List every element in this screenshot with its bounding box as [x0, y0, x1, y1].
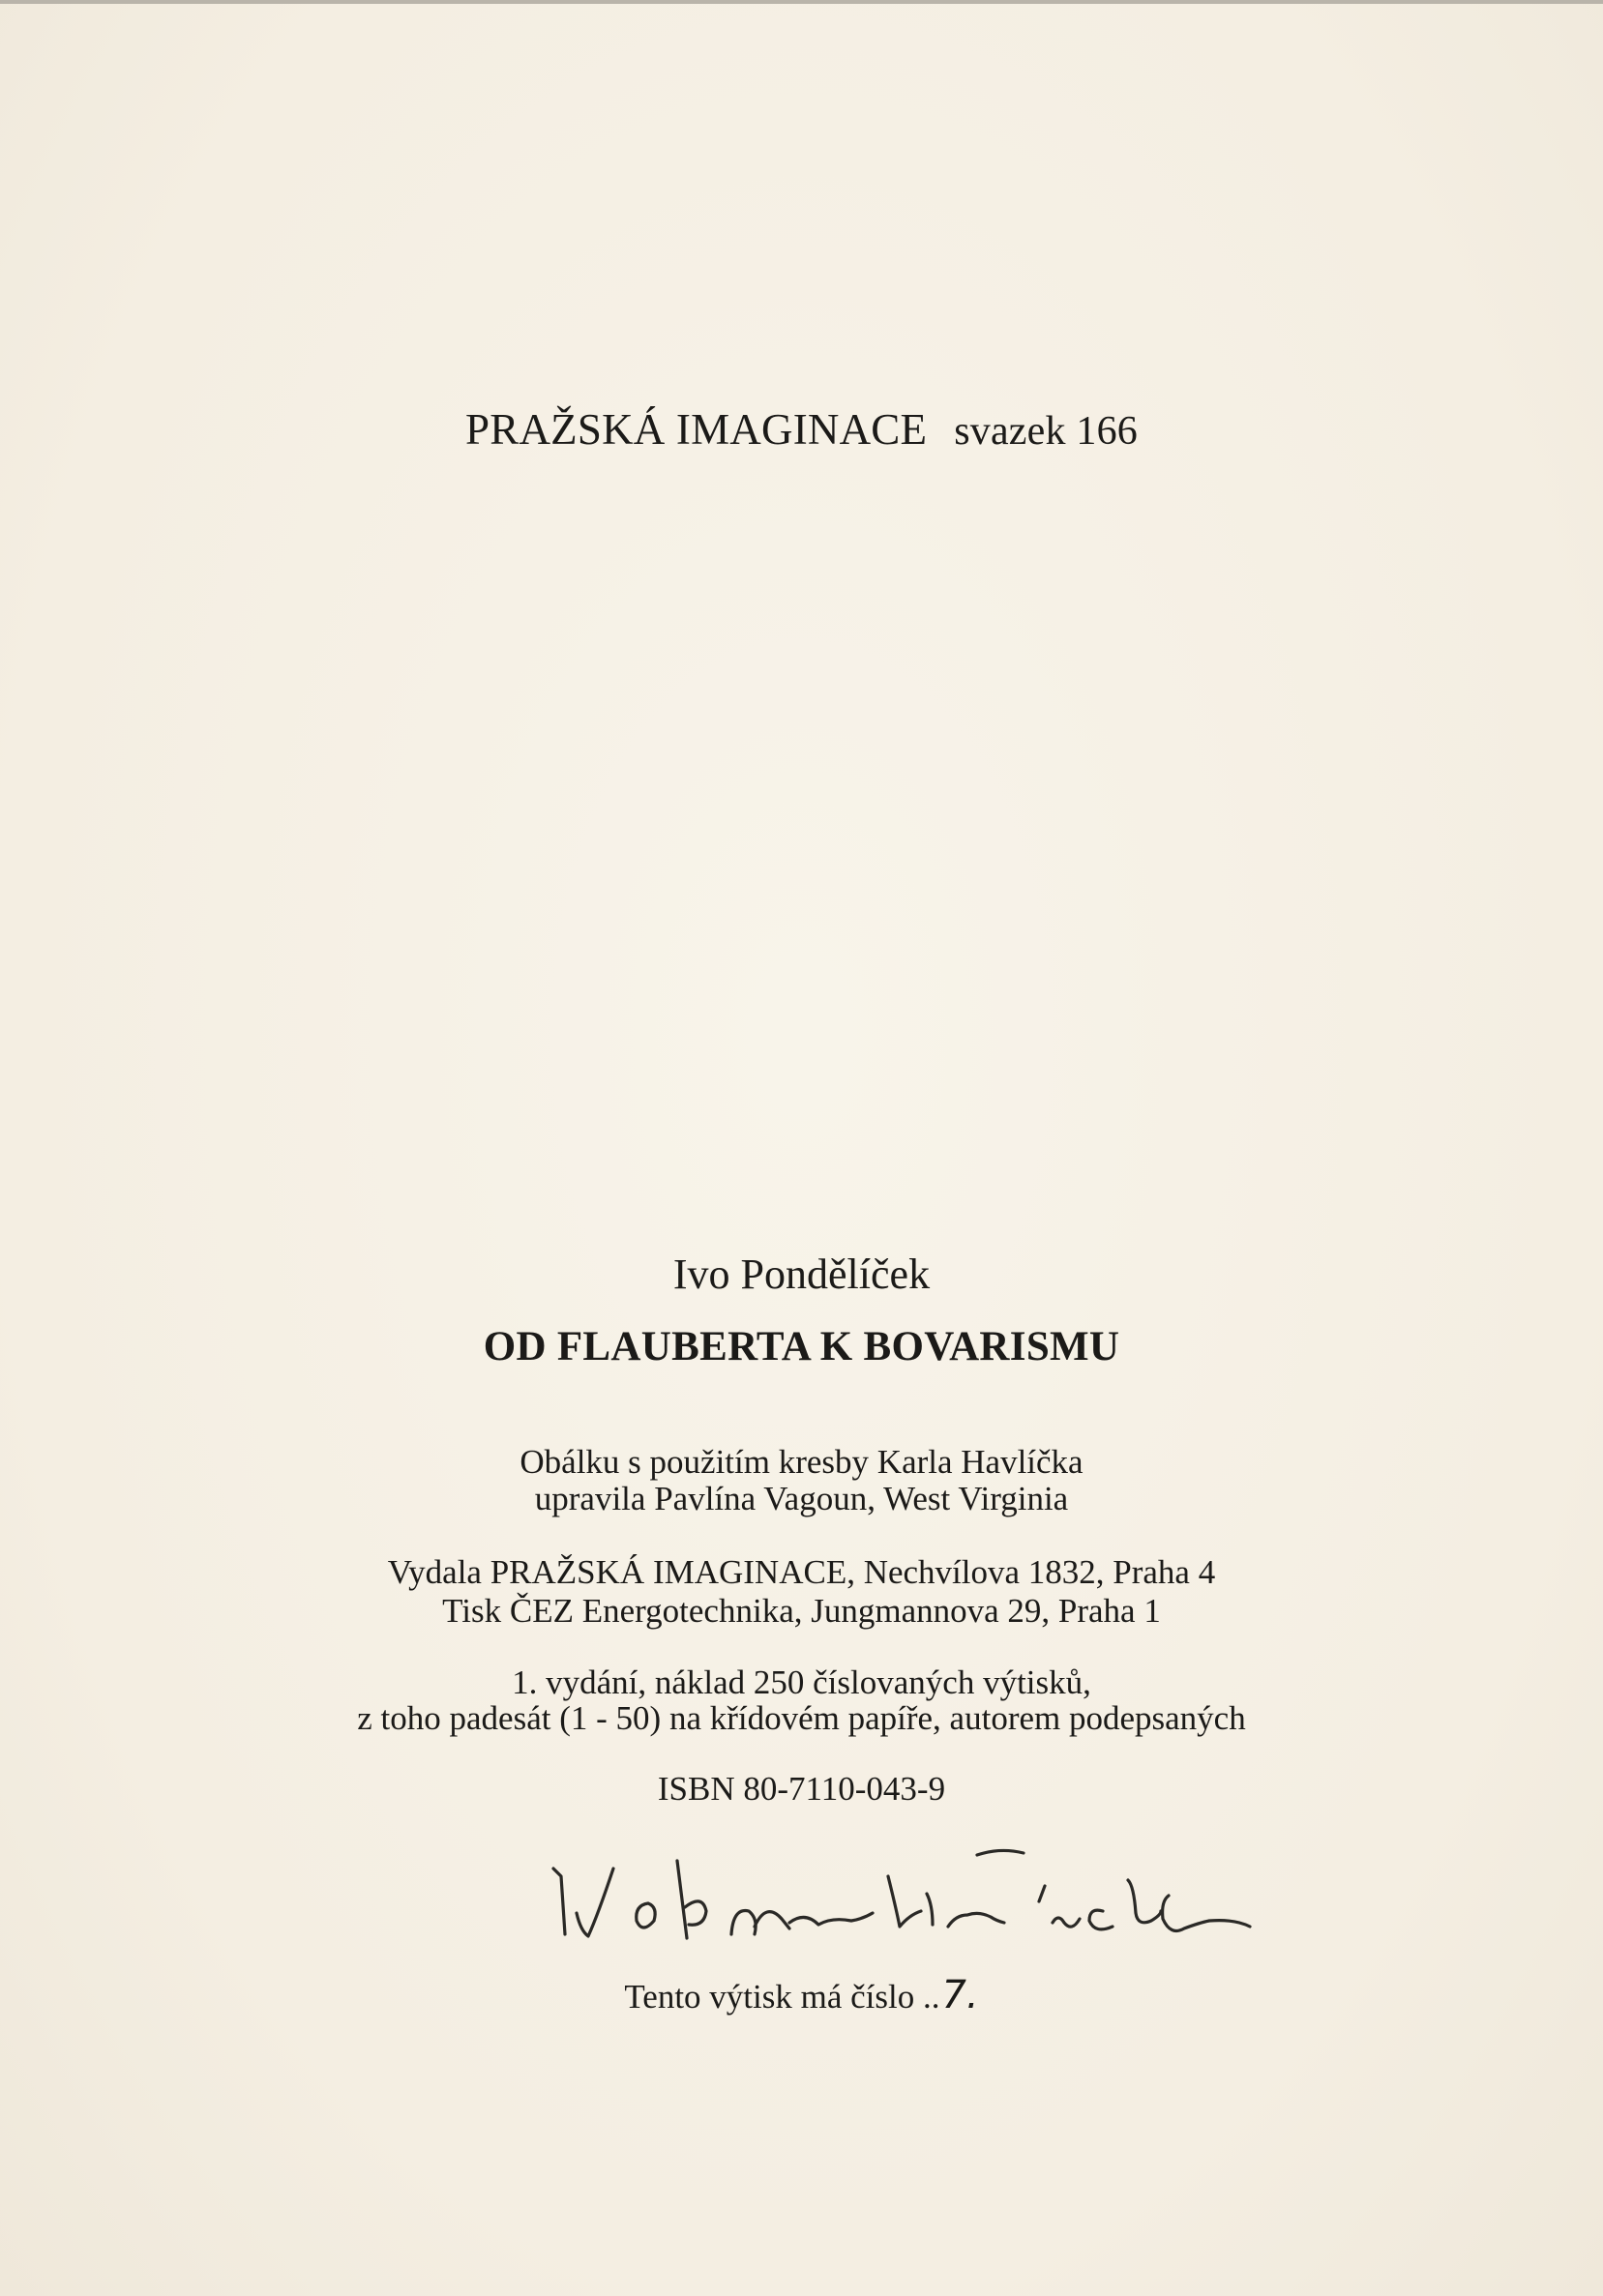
cover-credit-line-1: Obálku s použitím kresby Karla Havlíčka	[519, 1443, 1084, 1481]
publisher-line: Vydala PRAŽSKÁ IMAGINACE, Nechvílova 1832, Praha 4	[387, 1553, 1216, 1591]
copy-number-line	[0, 1973, 1603, 2017]
cover-credit-line-2: upravila Pavlína Vagoun, West Virginia	[534, 1480, 1069, 1517]
edition-line-1: 1. vydání, náklad 250 číslovaných výtisků,	[512, 1663, 1091, 1701]
printer-line: Tisk ČEZ Energotechnika, Jungmannova 29, Praha 1	[442, 1592, 1161, 1630]
isbn: ISBN 80-7110-043-9	[657, 1770, 946, 1808]
book-title: OD FLAUBERTA K BOVARISMU	[483, 1324, 1120, 1369]
series-volume: svazek 166	[954, 409, 1138, 454]
copy-number: 7.	[941, 1973, 979, 2017]
edition-line-2: z toho padesát (1 - 50) na křídovém papíře, autorem podepsaných	[357, 1699, 1246, 1737]
series-name: PRAŽSKÁ IMAGINACE	[465, 405, 928, 454]
book-author: Ivo Pondělíček	[672, 1251, 931, 1298]
copy-number-label: Tento výtisk má číslo ..	[624, 1978, 940, 2016]
page-top-edge	[0, 0, 1603, 4]
series-heading	[0, 404, 1603, 455]
author-signature	[542, 1818, 1258, 1954]
